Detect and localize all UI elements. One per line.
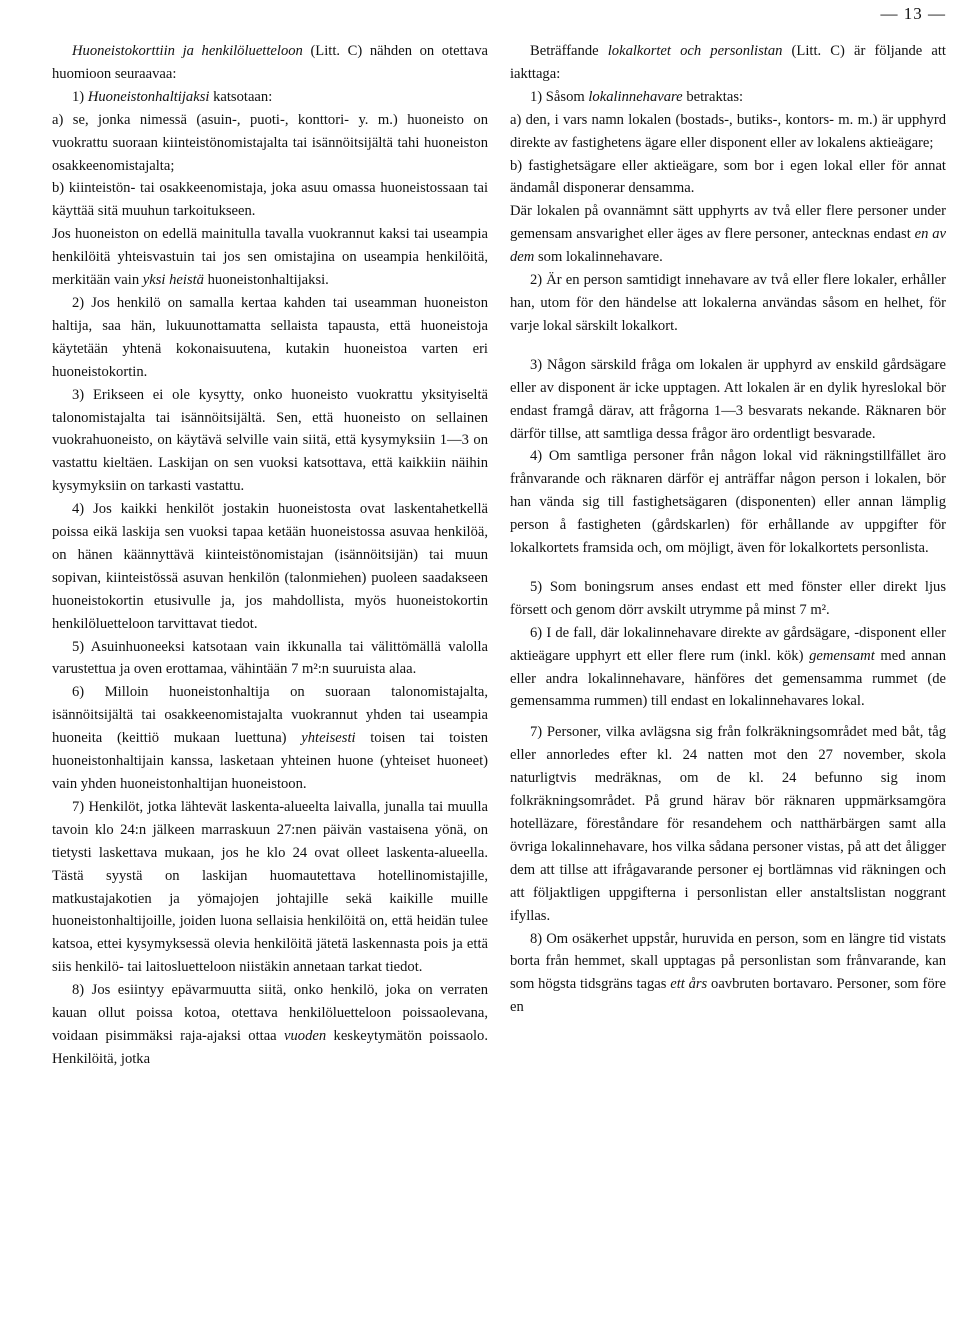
finnish-column	[52, 40, 488, 1071]
sv-item-3: 3) Någon särskild fråga om lokalen är upphyrd av enskild gårdsägare eller av disponent är icke upptagen. Att lokalen är en dylik hyreslokal bör endast framgå därav, att frågorna 1—3 besvarats nekande. Räknaren bör därför tillse, att samtliga dessa frågor äro ordentligt besvarade.	[510, 356, 946, 442]
sv-item-1a: a) den, i vars namn lokalen (bostads-, butiks-, kontors- m. m.) är upphyrd direkte av fastighetens ägare eller disponent eller av lokalens aktieägare;	[510, 111, 946, 151]
sv-item-8-emphasis: ett års	[670, 976, 708, 993]
fi-intro-emphasis: Huoneistokorttiin ja henkilöluetteloon	[72, 43, 303, 59]
fi-item-1: 1) Huoneistonhaltijaksi katsotaan:	[72, 88, 273, 105]
fi-intro: Huoneistokorttiin ja henkilöluetteloon (Litt. C) nähden on otettava huomioon seuraavaa:	[52, 43, 488, 82]
fi-item-1a: a) se, jonka nimessä (asuin-, puoti-, konttori- y. m.) huoneisto on vuokrattu suoraan kiinteistönomistajalta tai isännöitsijältä tahi huoneiston osakkeenomistajalta;	[52, 111, 488, 174]
sv-item-1c: Där lokalen på ovannämnt sätt upphyrts av två eller flere personer under gemensam ansvarighet eller äges av flere personer, antecknas endast en av dem som lokalinnehavare.	[510, 203, 947, 266]
sv-item-4: 4) Om samtliga personer från någon lokal vid räkningstillfället äro frånvarande och räknaren därför ej anträffar någon person i lokalen, bör han vända sig till fastighetsägaren (disponenten) eller annan lämplig person å fastigheten (gårdskarlen) för erhållande av uppgifter för lokalkortets framsida och, om möjligt, även för lokalkortets personlista.	[510, 448, 946, 557]
fi-item-6-emphasis: yhteisesti	[301, 730, 356, 747]
sv-intro: Beträffande lokalkortet och personlistan (Litt. C) är följande att iakttaga:	[510, 43, 946, 82]
fi-item-4: 4) Jos kaikki henkilöt jostakin huoneistosta ovat laskentahetkellä poissa eikä laskija sen vuoksi tapaa ketään huoneistossa asuvaa henkilöä, on hänen käännyttävä kiinteistönomistajan (isännöitsijän) tai muun sopivan, kiinteistössä asuvan henkilön (talonmiehen) puoleen saadakseen huoneistokortin etusivulle ja, jos mahdollista, myös huoneistokortin henkilöluetteloon tarvittavat tiedot.	[52, 501, 488, 632]
sv-item-1-emphasis: lokalinnehavare	[588, 88, 683, 105]
fi-item-8: 8) Jos esiintyy epävarmuutta siitä, onko henkilö, joka on verraten kauan ollut poissa kotoa, otettava henkilöluetteloon poissaolevana, voidaan pisimmäksi raja-ajaksi ottaa vuoden keskeytymätön poissaolo. Henkilöitä, jotka	[52, 982, 488, 1067]
sv-item-1c-emphasis: en av dem	[510, 226, 947, 266]
sv-item-5: 5) Som boningsrum anses endast ett med fönster eller direkt ljus försett och genom dörr avskilt utrymme på minst 7 m².	[510, 578, 946, 618]
fi-item-5: 5) Asuinhuoneeksi katsotaan vain ikkunalla tai välittömällä valolla varustettua ja oven erottamaa, vähintään 7 m²:n suuruista alaa.	[52, 638, 488, 678]
sv-item-7: 7) Personer, vilka avlägsna sig från folkräkningsområdet med båt, tåg eller annorledes efter kl. 24 natten mot den 27 november, skola naturligtvis medräknas, om de kl. 24 befunno sig inom folkräkningsområdet. På grund härav bör räknaren uppmärksamgöra hotelläzare, föreståndare för resandehem och natthärbärgen samt alla övriga lokalinnehavare, hos vilka sådana personer vistas, på att det åligger dem att tillse att ifrågavarande personer ej bortlämnas vid räkningen och att följaktligen uppgifterna i personlistan eller anstaltslistan noggrant ifyllas.	[510, 724, 946, 924]
fi-item-3: 3) Erikseen ei ole kysytty, onko huoneisto vuokrattu yksityiseltä talonomistajalta tai isännöitsijältä. Sen, että huoneisto on sellainen vuokrahuoneisto, on käytävä selville vain siitä, että kysymyksiin 1—3 on vastattu kieltäen. Laskijan on sen vuoksi katsottava, että kaikkiin näihin kysymyksiin on tarkasti vastattu.	[52, 386, 488, 495]
fi-item-1c: Jos huoneiston on edellä mainitulla tavalla vuokrannut kaksi tai useampia henkilöitä yhteisvastuin tai jos sen omistajina on useampia henkilöitä, merkitään vain yksi heistä huoneistonhaltijaksi.	[52, 226, 488, 289]
sv-intro-emphasis: lokalkortet och personlistan	[607, 43, 783, 59]
fi-item-2: 2) Jos henkilö on samalla kertaa kahden tai useamman huoneiston haltija, saa hän, lukuunottamatta sellaista tapausta, että huoneistoja käytetään yhtenä kokonaisuutena, kutakin huoneistoa varten eri huoneistokortin.	[52, 294, 488, 380]
sv-item-6-emphasis: gemensamt	[809, 647, 875, 664]
fi-item-1b: b) kiinteistön- tai osakkeenomistaja, joka asuu omassa huoneistossaan tai käyttää sitä muuhun tarkoitukseen.	[52, 180, 488, 220]
fi-item-6: 6) Milloin huoneistonhaltija on suoraan talonomistajalta, isännöitsijältä tai osakkeenomistajalta vuokrannut yhden tai useampia huoneita (keittiö mukaan luettuna) yhteisesti toisen tai toisten huoneistonhaltijain kanssa, lasketaan yhteinen huone (yhteiset huoneet) vain yhden huoneistonhaltijan huoneistoon.	[52, 684, 489, 792]
page-number: — 13 —	[880, 4, 946, 23]
sv-item-2: 2) Är en person samtidigt innehavare av två eller flere lokaler, erhåller han, utom för den händelse att lokalerna användas såsom en helhet, för varje lokal särskilt lokalkort.	[510, 272, 946, 334]
swedish-column	[510, 40, 946, 1019]
sv-item-1: 1) Såsom lokalinnehavare betraktas:	[530, 88, 744, 105]
fi-item-1c-emphasis: yksi heistä	[142, 272, 204, 289]
fi-item-8-emphasis: vuoden	[284, 1027, 327, 1044]
fi-item-7: 7) Henkilöt, jotka lähtevät laskenta-alueelta laivalla, junalla tai muulla tavoin klo 24:n jälkeen marraskuun 27:nen päivän vastaisena yönä, on tietysti laskettava mukaan, jos he klo 24 ovat olleet laskenta-alueella. Tästä syystä on laskijan huomautettava hotellinomistajille, matkustajakotien ja yömajojen johtajille sekä kaikille muille huoneistonhaltijoille, joiden luona sellaisia henkilöitä on, että heidän tulee katsoa, ettei kysymyksessä olevia henkilöitä jätetä laskennasta pois ja että siis henkilö- tai laitosluetteloon niistäkin annetaan tarkat tiedot.	[52, 798, 488, 976]
sv-item-1b: b) fastighetsägare eller aktieägare, som bor i egen lokal eller för annat ändamål disponerar densamma.	[510, 157, 946, 197]
sv-item-6: 6) I de fall, där lokalinnehavare direkte av gårdsägare, -disponent eller aktieägare upphyrt ett eller flere rum (inkl. kök) gemensamt med annan eller andra lokalinnehavare, hänföres det gemensamma rummet (de gemensamma rummen) till endast en lokalinnehavares lokal.	[510, 624, 946, 710]
sv-item-8: 8) Om osäkerhet uppstår, huruvida en person, som en längre tid vistats borta från hemmet, skall upptagas på personlistan som frånvarande, kan som högsta tidsgräns tagas ett års oavbruten bortavaro. Personer, som före en	[510, 930, 946, 1016]
fi-item-1-emphasis: Huoneistonhaltijaksi	[87, 88, 210, 105]
